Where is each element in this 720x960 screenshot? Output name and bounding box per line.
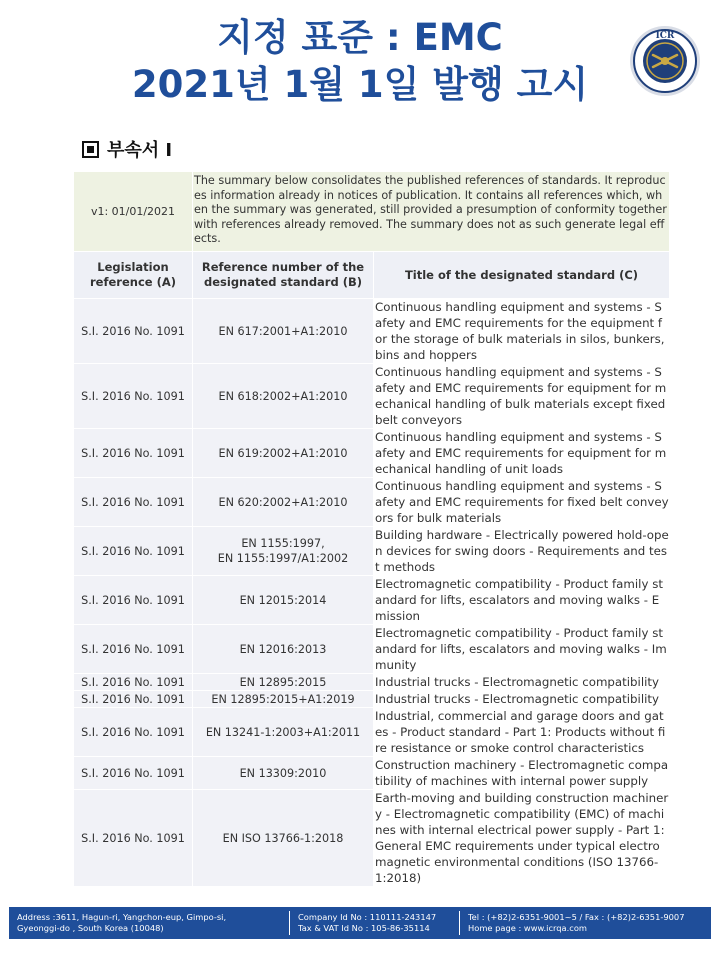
cell-title: Continuous handling equipment and systems - Safety and EMC requirements for equipment for mechanical handling of unit loads — [374, 429, 670, 478]
cell-legislation: S.I. 2016 No. 1091 — [74, 790, 193, 887]
cell-legislation: S.I. 2016 No. 1091 — [74, 478, 193, 527]
table-row — [74, 625, 670, 674]
logo-text: ICR — [655, 31, 675, 41]
cell-legislation: S.I. 2016 No. 1091 — [74, 429, 193, 478]
cell-legislation: S.I. 2016 No. 1091 — [74, 576, 193, 625]
cell-reference: EN 618:2002+A1:2010 — [193, 364, 374, 429]
cell-reference: EN 617:2001+A1:2010 — [193, 299, 374, 364]
page-title-line-1: 지정 표준 : EMC — [217, 16, 503, 59]
cell-title: Building hardware - Electrically powered hold-open devices for swing doors - Requirements and test methods — [375, 528, 669, 574]
cell-title: Electromagnetic compatibility - Product family standard for lifts, escalators and moving walks - Immunity — [374, 625, 670, 674]
table-row — [74, 364, 670, 429]
section-label: 부속서 I — [107, 140, 173, 161]
cell-title: Electromagnetic compatibility - Product family standard for lifts, escalators and moving walks - Emission — [374, 576, 670, 625]
cell-reference: EN 13241-1:2003+A1:2011 — [193, 708, 374, 757]
cell-legislation: S.I. 2016 No. 1091 — [74, 364, 193, 429]
footer-tel-fax: Tel : (+82)2-6351-9001~5 / Fax : (+82)2-6351-9007 — [468, 912, 685, 922]
cell-reference: EN 12015:2014 — [193, 576, 374, 625]
table-row — [74, 478, 670, 527]
cell-title: Continuous handling equipment and systems - Safety and EMC requirements for equipment for mechanical handling of bulk materials except fixed belt conveyors — [374, 364, 670, 429]
table-row — [74, 790, 670, 887]
table-row — [74, 429, 670, 478]
footer-address-line-1: Address :3611, Hagun-ri, Yangchon-eup, Gimpo-si, — [17, 912, 227, 922]
page-footer — [9, 907, 711, 939]
square-bullet-icon — [82, 141, 99, 158]
footer-address-line-2: Gyeonggi-do , South Korea (10048) — [17, 923, 164, 933]
cell-title: Construction machinery - Electromagnetic compatibility of machines with internal power supply — [375, 758, 669, 788]
header-legislation: Legislation reference (A) — [74, 252, 193, 299]
cell-reference: EN ISO 13766-1:2018 — [193, 790, 374, 887]
cell-legislation: S.I. 2016 No. 1091 — [74, 708, 193, 757]
footer-company-id: Company Id No : 110111-243147 — [298, 912, 437, 922]
footer-address — [9, 911, 290, 935]
cell-reference: EN 1155:1997, EN 1155:1997/A1:2002 — [193, 527, 374, 576]
cell-title: Industrial trucks - Electromagnetic compatibility — [374, 691, 670, 708]
cell-legislation: S.I. 2016 No. 1091 — [74, 757, 193, 790]
cell-reference: EN 12895:2015+A1:2019 — [193, 691, 374, 708]
page-title-line-2: 2021년 1월 1일 발행 고시 — [131, 63, 589, 106]
page-title — [0, 14, 720, 108]
footer-tax-id: Tax & VAT Id No : 105-86-35114 — [298, 923, 430, 933]
cell-reference: EN 12016:2013 — [193, 625, 374, 674]
table-row — [74, 527, 670, 576]
cell-reference: EN 620:2002+A1:2010 — [193, 478, 374, 527]
cell-legislation: S.I. 2016 No. 1091 — [74, 299, 193, 364]
cell-reference: EN 13309:2010 — [193, 757, 374, 790]
cell-legislation: S.I. 2016 No. 1091 — [74, 527, 193, 576]
cell-reference: EN 12895:2015 — [193, 674, 374, 691]
cell-title: Industrial trucks - Electromagnetic compatibility — [374, 674, 670, 691]
standards-table — [73, 171, 670, 887]
cell-reference: EN 619:2002+A1:2010 — [193, 429, 374, 478]
footer-ids — [290, 911, 460, 935]
table-row — [74, 708, 670, 757]
cell-title: Industrial, commercial and garage doors and gates - Product standard - Part 1: Products without fire resistance or smoke control characteristics — [374, 708, 670, 757]
cell-legislation: S.I. 2016 No. 1091 — [74, 691, 193, 708]
table-row — [74, 299, 670, 364]
summary-row — [74, 172, 670, 252]
header-reference: Reference number of the designated standard (B) — [193, 252, 374, 299]
footer-homepage: Home page : www.icrqa.com — [468, 923, 588, 933]
cell-legislation: S.I. 2016 No. 1091 — [74, 674, 193, 691]
icr-seal-icon — [629, 25, 701, 97]
cell-title: Earth-moving and building construction machinery - Electromagnetic compatibility (EMC) of machines with internal electrical power supply - Part 1: General EMC requirements under typical electromagnetic environmental conditions (ISO 13766-1:2018) — [375, 791, 669, 885]
cell-title: Continuous handling equipment and systems - Safety and EMC requirements for the equipment for the storage of bulk materials in silos, bunkers, bins and hoppers — [374, 299, 670, 364]
table-row — [74, 576, 670, 625]
summary-version: v1: 01/01/2021 — [74, 172, 193, 252]
table-row — [74, 757, 670, 790]
cell-title: Continuous handling equipment and systems - Safety and EMC requirements for fixed belt conveyors for bulk materials — [375, 479, 669, 525]
footer-contact — [460, 911, 711, 935]
summary-text: The summary below consolidates the published references of standards. It reproduces information already in notices of publication. It contains all references which, when the summary was generated, still provided a presumption of conformity together with references already removed. The summary does not as such generate legal effects. — [193, 172, 670, 252]
header-title: Title of the designated standard (C) — [374, 252, 670, 299]
table-row — [74, 674, 670, 691]
table-header-row — [74, 252, 670, 299]
table-row — [74, 691, 670, 708]
section-heading — [82, 136, 172, 162]
cell-legislation: S.I. 2016 No. 1091 — [74, 625, 193, 674]
